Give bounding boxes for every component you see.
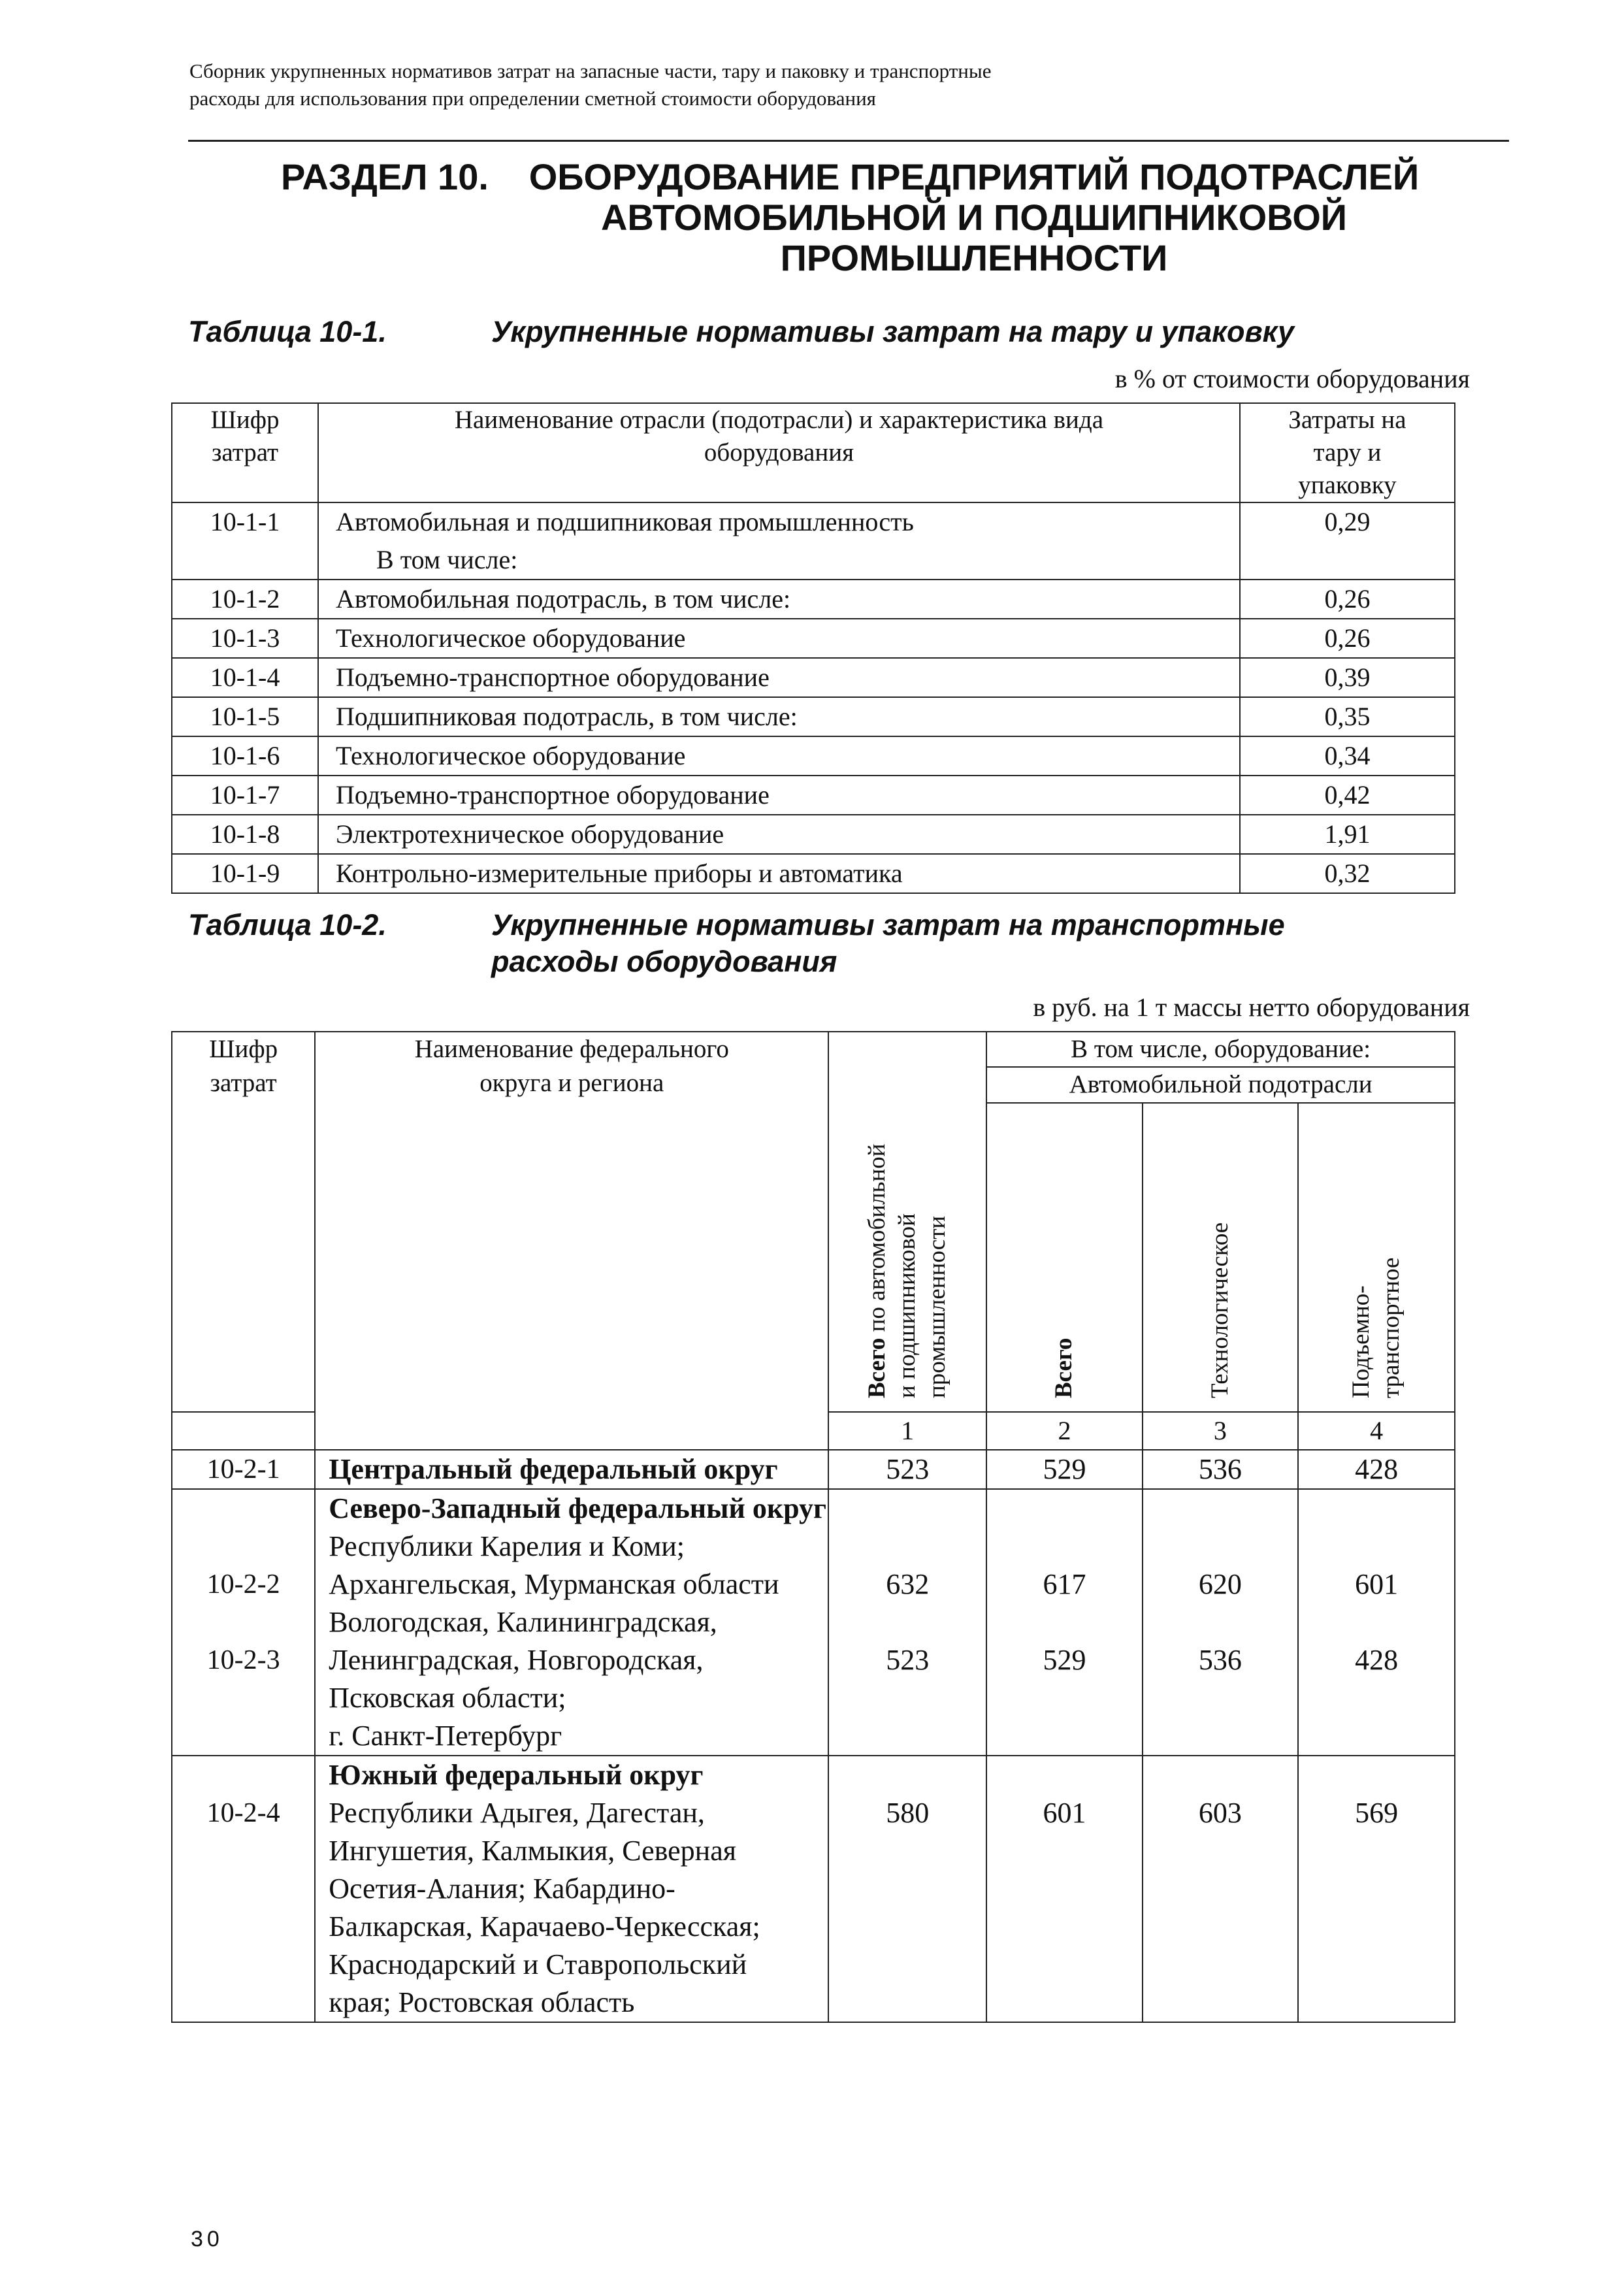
row-code: 10-1-2 [172,580,318,619]
row-value: 428 [1298,1450,1455,1489]
row-value: 0,42 [1240,776,1455,815]
row-value [986,1489,1142,1756]
header-text: по автомобильной [864,1143,891,1332]
header-text: тару и [1313,438,1382,467]
row-name: Технологическое оборудование [318,619,1240,658]
header-text: и подшипниковой [894,1213,921,1398]
table2-header-code-spacer [172,1412,315,1450]
row-value-text: 580 [886,1797,930,1829]
spacer [172,1756,314,1794]
header-text: округа и региона [479,1069,664,1097]
spacer [1299,1490,1454,1565]
region-text: Республики Адыгея, Дагестан, [329,1797,705,1829]
row-value: 523 [828,1450,986,1489]
row-value [986,1756,1142,2022]
row-value [828,1489,986,1756]
row-value: 536 [1143,1450,1298,1489]
table2-title [491,907,1285,980]
row-value [1143,1756,1298,2022]
table-row [172,502,1455,580]
table2-header-name [315,1032,828,1450]
region-text: края; Ростовская область [329,1986,635,2018]
row-code [172,1489,315,1756]
header-text: транспортное [1378,1257,1405,1398]
table-row [172,854,1455,893]
row-code-text: 10-2-2 [206,1569,280,1599]
region-text: Балкарская, Карачаево-Черкесская; [329,1910,760,1942]
table2-header-incl: В том числе, оборудование: [986,1032,1455,1067]
row-value [828,1756,986,2022]
table-row [172,619,1455,658]
header-vertical-text [862,1065,952,1398]
row-name: Автомобильная подотрасль, в том числе: [318,580,1240,619]
row-code: 10-1-1 [172,502,318,580]
page-number: 30 [191,2227,223,2252]
table-row [172,580,1455,619]
row-value: 0,34 [1240,736,1455,776]
row-value [1298,1756,1455,2022]
spacer [1143,1756,1297,1794]
header-text: промышленности [924,1215,951,1398]
region-text: Осетия-Алания; Кабардино- [329,1873,675,1905]
row-value: 529 [986,1450,1142,1489]
section-number: РАЗДЕЛ 10. [281,156,489,197]
header-text: Шифр [210,406,280,434]
row-code: 10-1-5 [172,697,318,736]
row-name [315,1756,828,2022]
column-number: 1 [828,1412,986,1450]
table-row [172,1756,1455,2022]
column-number: 3 [1143,1412,1298,1450]
row-value-text: 536 [1198,1644,1242,1676]
row-value-text: 523 [886,1644,930,1676]
spacer [829,1490,986,1565]
row-value: 0,32 [1240,854,1455,893]
row-code: 10-1-4 [172,658,318,697]
row-value [1298,1489,1455,1756]
row-name: Технологическое оборудование [318,736,1240,776]
section-title-line2: АВТОМОБИЛЬНОЙ И ПОДШИПНИКОВОЙ [600,197,1347,238]
row-value-text: 569 [1355,1797,1399,1829]
row-value-text: 620 [1198,1568,1242,1600]
spacer [1143,1490,1297,1565]
table-10-2 [171,1031,1455,2023]
row-value-text: 601 [1355,1568,1399,1600]
spacer [829,1756,986,1794]
row-code: 10-1-9 [172,854,318,893]
district-title: Северо-Западный федеральный округ [329,1492,827,1524]
table2-header-col4 [1298,1103,1455,1412]
table1-label: Таблица 10-1. [188,315,387,348]
header-text: Наименование отрасли (подотрасли) и характеристика вида [454,406,1104,434]
table2-header-col3 [1143,1103,1298,1412]
row-name [315,1489,828,1756]
spacer [987,1603,1141,1641]
spacer [987,1756,1141,1794]
row-value: 1,91 [1240,815,1455,854]
header-text: упаковку [1298,471,1397,499]
row-value-text: 529 [1043,1644,1086,1676]
row-value [1143,1489,1298,1756]
region-text: Ленинградская, Новгородская, [329,1644,704,1676]
row-value: 0,26 [1240,619,1455,658]
region-text: г. Санкт-Петербург [329,1720,562,1752]
row-value-text: 617 [1043,1568,1086,1600]
spacer [1143,1603,1297,1641]
header-vertical-text: Технологическое [1206,1222,1233,1398]
column-number: 2 [986,1412,1142,1450]
row-code: 10-1-3 [172,619,318,658]
row-code-text: 10-2-4 [206,1798,280,1828]
table1-header-row [172,403,1455,502]
header-vertical-text [1346,1124,1406,1398]
district-title: Южный федеральный округ [329,1759,704,1791]
row-value: 0,26 [1240,580,1455,619]
section-title-line1: ОБОРУДОВАНИЕ ПРЕДПРИЯТИЙ ПОДОТРАСЛЕЙ [528,156,1420,197]
row-code: 10-1-8 [172,815,318,854]
header-text: Всего [864,1337,891,1398]
column-number: 4 [1298,1412,1455,1450]
header-rule [188,140,1509,142]
table-row [172,658,1455,697]
table-row [172,697,1455,736]
running-header [189,57,1431,112]
spacer [172,1490,314,1565]
table-row [172,736,1455,776]
table1-header-name [318,403,1240,502]
row-name: Подшипниковая подотрасль, в том числе: [318,697,1240,736]
table1-header-code [172,403,318,502]
table2-header-auto: Автомобильной подотрасли [986,1067,1455,1102]
row-name: Подъемно-транспортное оборудование [318,658,1240,697]
spacer [1299,1756,1454,1794]
header-text: оборудования [704,438,854,467]
row-code-text: 10-2-3 [206,1645,280,1675]
header-text: затрат [210,1069,277,1097]
table-10-1 [171,402,1455,894]
row-name: Контрольно-измерительные приборы и автоматика [318,854,1240,893]
table1-header-cost [1240,403,1455,502]
row-value-text: 601 [1043,1797,1086,1829]
row-value-text: 603 [1198,1797,1242,1829]
region-text: Архангельская, Мурманская области [329,1568,779,1600]
row-value: 0,35 [1240,697,1455,736]
table2-header-col2 [986,1103,1142,1412]
header-text: Затраты на [1288,406,1406,434]
table2-label: Таблица 10-2. [188,908,387,942]
row-value-text: 632 [886,1568,930,1600]
running-header-line2: расходы для использования при определении сметной стоимости оборудования [189,87,876,110]
table1-title: Укрупненные нормативы затрат на тару и упаковку [491,315,1295,348]
row-value: 0,29 [1240,502,1455,580]
row-code: 10-1-7 [172,776,318,815]
region-text: Республики Карелия и Коми; [329,1530,685,1562]
row-code: 10-1-6 [172,736,318,776]
row-name: Подъемно-транспортное оборудование [318,776,1240,815]
table1-unit: в % от стоимости оборудования [1114,364,1470,393]
row-code: 10-2-1 [172,1450,315,1489]
spacer [829,1603,986,1641]
region-text: Псковская области; [329,1682,566,1714]
region-text: Вологодская, Калининградская, [329,1606,717,1638]
table-row [172,1450,1455,1489]
spacer [1299,1603,1454,1641]
row-name-sub: В том числе: [376,545,518,574]
row-name: Электротехническое оборудование [318,815,1240,854]
table2-title-line2: расходы оборудования [491,945,837,978]
table2-header-total [828,1032,986,1412]
spacer [172,1603,314,1641]
row-name [318,502,1240,580]
section-title-text [520,157,1428,278]
spacer [987,1490,1141,1565]
region-text: Краснодарский и Ставропольский [329,1948,747,1980]
row-code [172,1756,315,2022]
row-name-text: Автомобильная и подшипниковая промышленность [336,507,914,536]
table-row [172,815,1455,854]
header-vertical-text: Всего [1050,1337,1078,1398]
section-title-line3: ПРОМЫШЛЕННОСТИ [780,237,1168,278]
table-row [172,1489,1455,1756]
table2-header-code [172,1032,315,1412]
table-row [172,776,1455,815]
row-name: Центральный федеральный округ [315,1450,828,1489]
table2-header-row-1 [172,1032,1455,1067]
table2-unit: в руб. на 1 т массы нетто оборудования [1033,992,1470,1022]
header-text: Шифр [209,1035,278,1063]
table2-title-line1: Укрупненные нормативы затрат на транспортные [491,908,1285,942]
row-value: 0,39 [1240,658,1455,697]
region-text: Ингушетия, Калмыкия, Северная [329,1835,736,1867]
header-text: затрат [211,438,279,467]
header-text: Подъемно- [1348,1285,1375,1398]
running-header-line1: Сборник укрупненных нормативов затрат на запасные части, тару и паковку и транспортные [189,59,992,82]
header-text: Наименование федерального [414,1035,729,1063]
row-value-text: 428 [1355,1644,1399,1676]
